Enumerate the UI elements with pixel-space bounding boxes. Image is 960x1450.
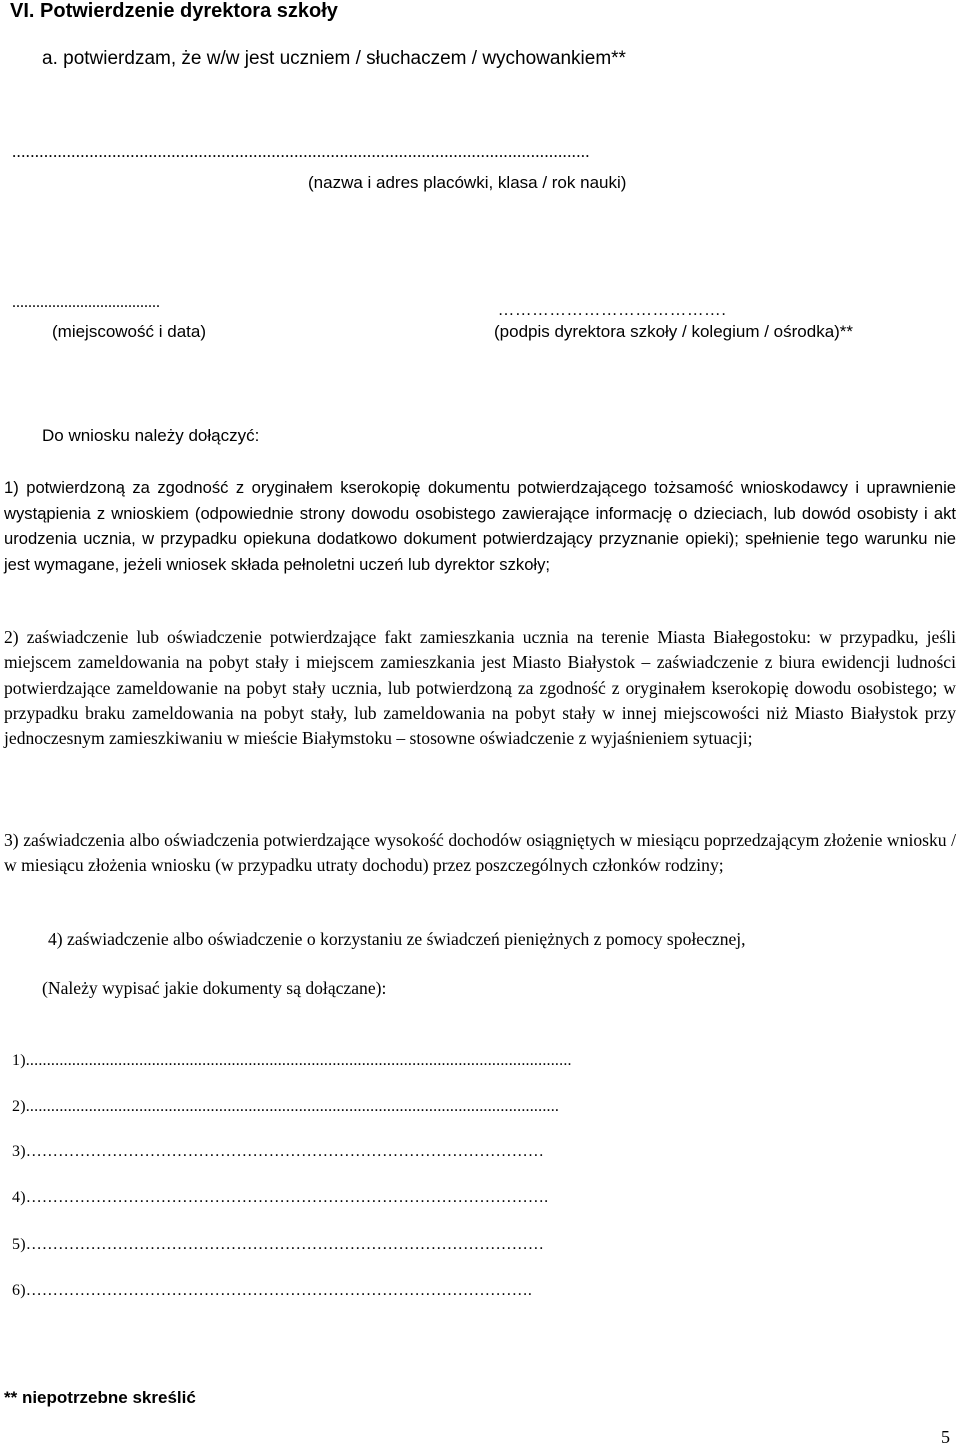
attachment-line-4[interactable]: 4)……………………………………………………………………………………. — [12, 1189, 549, 1206]
page-number: 5 — [941, 1427, 950, 1447]
attachments-heading: Do wniosku należy dołączyć: — [42, 426, 260, 445]
attachment-item-4: 4) zaświadczenie albo oświadczenie o korzystaniu ze świadczeń pieniężnych z pomocy społecznej, — [48, 929, 746, 949]
director-signature-field[interactable]: …………………………………. — [498, 302, 727, 319]
place-date-caption: (miejscowość i data) — [52, 322, 206, 341]
attachment-item-3: 3) zaświadczenia albo oświadczenia potwierdzające wysokość dochodów osiągniętych w miesiącu poprzedzającym złożenie wniosku / w miesiącu złożenia wniosku (w przypadku utraty dochodu) przez poszczególnych członków rodziny; — [4, 830, 956, 876]
director-signature-caption: (podpis dyrektora szkoły / kolegium / ośrodka)** — [494, 322, 854, 341]
attachment-line-6[interactable]: 6)…………………………………………………………………………………. — [12, 1282, 533, 1299]
footnote: ** niepotrzebne skreślić — [4, 1388, 196, 1407]
school-name-field[interactable]: ............................................................................................................................... — [12, 142, 590, 161]
confirmation-statement: a. potwierdzam, że w/w jest uczniem / słuchaczem / wychowankiem** — [42, 48, 626, 69]
attachment-line-3[interactable]: 3)…………………………………………………………………………………… — [12, 1143, 545, 1160]
section-title: VI. Potwierdzenie dyrektora szkoły — [10, 0, 338, 22]
attachment-item-2: 2) zaświadczenie lub oświadczenie potwierdzające fakt zamieszkania ucznia na terenie Miasta Białegostoku: w przypadku, jeśli miejscem zameldowania na pobyt stały i miejscem zamieszkania jest Miasto Białystok – zaświadczenie z biura ewidencji ludności potwierdzające zameldowanie na pobyt stały ucznia, lub potwierdzoną za zgodność z oryginałem kserokopię dowodu osobistego; w przypadku braku zameldowania na pobyt stały, lub zameldowania na pobyt stały w innej miejscowości niż Miasto Białystok przy jednoczesnym zamieszkiwaniu w mieście Białymstoku – stosowne oświadczenie z wyjaśnieniem sytuacji; — [4, 627, 956, 749]
school-name-caption: (nazwa i adres placówki, klasa / rok nauki) — [308, 173, 627, 192]
place-date-field[interactable]: ..................................... — [12, 294, 160, 311]
attachment-line-2[interactable]: 2)............................................................................................................................... — [12, 1098, 560, 1115]
attachment-item-1: 1) potwierdzoną za zgodność z oryginałem kserokopię dokumentu potwierdzającego tożsamość wnioskodawcy i uprawnienie wystąpienia z wnioskiem (odpowiednie strony dowodu osobistego zawierające informację o dzieciach, lub dowód osobisty i akt urodzenia ucznia, w przypadku opiekuna dodatkowo dokument potwierdzający przyznanie opieki); spełnienie tego warunku nie jest wymagane, jeżeli wniosek składa pełnoletni uczeń lub dyrektor szkoły; — [4, 478, 956, 574]
attachment-line-1[interactable]: 1).................................................................................................................................. — [12, 1052, 572, 1069]
attachment-line-5[interactable]: 5)…………………………………………………………………………………… — [12, 1236, 545, 1253]
attachments-list-hint: (Należy wypisać jakie dokumenty są dołączane): — [42, 978, 387, 998]
